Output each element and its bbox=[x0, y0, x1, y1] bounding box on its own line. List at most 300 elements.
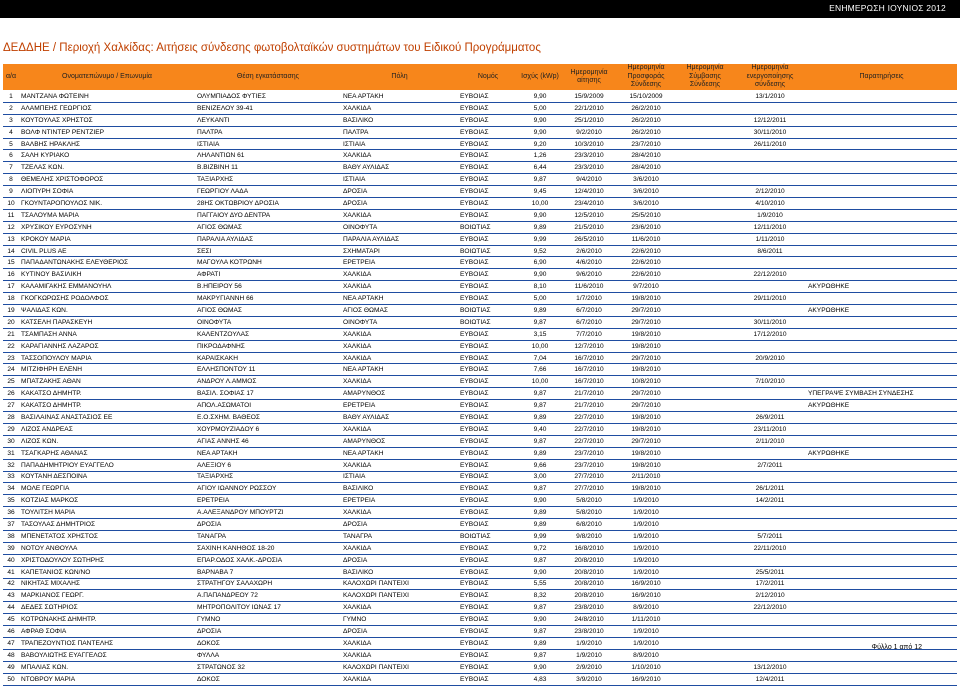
cell-power: 9,90 bbox=[518, 91, 562, 103]
cell-offer-date: 29/7/2010 bbox=[616, 400, 676, 412]
cell-no: 8 bbox=[3, 174, 19, 186]
cell-activation-date: 12/11/2010 bbox=[734, 221, 806, 233]
cell-offer-date: 1/9/2010 bbox=[616, 626, 676, 638]
cell-location: ΦΥΛΛΑ bbox=[195, 649, 341, 661]
cell-activation-date: 1/9/2010 bbox=[734, 209, 806, 221]
cell-location: ΣΕΣΙ bbox=[195, 245, 341, 257]
table-row bbox=[3, 423, 957, 435]
page-title: ΔΕΔΔΗΕ / Περιοχή Χαλκίδας: Αιτήσεις σύνδεσης φωτοβολταϊκών συστημάτων του Ειδικού Προγράμματος bbox=[3, 42, 541, 54]
cell-offer-date: 19/8/2010 bbox=[616, 459, 676, 471]
cell-power: 9,90 bbox=[518, 495, 562, 507]
cell-remarks bbox=[806, 198, 957, 210]
cell-offer-date: 10/8/2010 bbox=[616, 376, 676, 388]
cell-power: 8,32 bbox=[518, 590, 562, 602]
cell-no: 41 bbox=[3, 566, 19, 578]
cell-no: 33 bbox=[3, 471, 19, 483]
cell-city: ΚΑΛΟΧΩΡΙ ΠΑΝΤΕΙΧΙ bbox=[341, 590, 458, 602]
cell-offer-date: 29/7/2010 bbox=[616, 435, 676, 447]
cell-location: Α.ΑΛΕΞΑΝΔΡΟΥ ΜΠΟΥΡΤΖΙ bbox=[195, 507, 341, 519]
table-row bbox=[3, 530, 957, 542]
cell-power: 9,45 bbox=[518, 186, 562, 198]
col-header-location: Θέση εγκατάστασης bbox=[195, 64, 341, 91]
cell-location: ΠΙΚΡΟΔΑΦΝΗΣ bbox=[195, 340, 341, 352]
cell-no: 36 bbox=[3, 507, 19, 519]
cell-location: ΛΗΛΑΝΤΙΩΝ 61 bbox=[195, 150, 341, 162]
cell-application-date: 5/8/2010 bbox=[562, 495, 616, 507]
cell-contract-date bbox=[676, 602, 734, 614]
cell-no: 14 bbox=[3, 245, 19, 257]
cell-name: ΑΛΑΜΠΕΗΣ ΓΕΩΡΓΙΟΣ bbox=[19, 102, 195, 114]
cell-city: ΙΣΤΙΑΙΑ bbox=[341, 174, 458, 186]
cell-no: 37 bbox=[3, 519, 19, 531]
table-row bbox=[3, 507, 957, 519]
cell-power: 9,89 bbox=[518, 519, 562, 531]
cell-contract-date bbox=[676, 91, 734, 103]
cell-prefecture: ΕΥΒΟΙΑΣ bbox=[458, 471, 518, 483]
cell-prefecture: ΕΥΒΟΙΑΣ bbox=[458, 412, 518, 424]
cell-city: ΒΑΣΙΛΙΚΟ bbox=[341, 114, 458, 126]
cell-name: ΨΑΛΙΔΑΣ ΚΩΝ. bbox=[19, 305, 195, 317]
cell-activation-date: 17/12/2010 bbox=[734, 328, 806, 340]
cell-offer-date: 8/9/2010 bbox=[616, 602, 676, 614]
table-header-row bbox=[3, 64, 957, 91]
cell-application-date: 23/8/2010 bbox=[562, 626, 616, 638]
cell-name: ΓΚΟΥΝΤΑΡΟΠΟΥΛΟΣ ΝΙΚ. bbox=[19, 198, 195, 210]
cell-application-date: 5/8/2010 bbox=[562, 507, 616, 519]
cell-application-date: 24/8/2010 bbox=[562, 614, 616, 626]
cell-name: ΚΑΤΣΕΛΗ ΠΑΡΑΣΚΕΥΗ bbox=[19, 316, 195, 328]
cell-location: ΑΓΙΟΥ ΙΩΑΝΝΟΥ ΡΩΣΣΟΥ bbox=[195, 483, 341, 495]
cell-city: ΑΜΑΡΥΝΘΟΣ bbox=[341, 435, 458, 447]
cell-location: ΑΦΡΑΤΙ bbox=[195, 269, 341, 281]
cell-no: 18 bbox=[3, 293, 19, 305]
cell-no: 40 bbox=[3, 554, 19, 566]
cell-contract-date bbox=[676, 198, 734, 210]
cell-offer-date: 1/9/2010 bbox=[616, 542, 676, 554]
cell-city: ΝΕΑ ΑΡΤΑΚΗ bbox=[341, 91, 458, 103]
cell-activation-date bbox=[734, 554, 806, 566]
cell-no: 31 bbox=[3, 447, 19, 459]
cell-power: 5,00 bbox=[518, 293, 562, 305]
cell-prefecture: ΕΥΒΟΙΑΣ bbox=[458, 150, 518, 162]
cell-activation-date: 26/11/2010 bbox=[734, 138, 806, 150]
cell-location: ΠΑΓΓΑΙΟΥ ΔΥΟ ΔΕΝΤΡΑ bbox=[195, 209, 341, 221]
cell-prefecture: ΕΥΒΟΙΑΣ bbox=[458, 281, 518, 293]
cell-contract-date bbox=[676, 233, 734, 245]
cell-remarks bbox=[806, 316, 957, 328]
cell-city: ΑΓΙΟΣ ΘΩΜΑΣ bbox=[341, 305, 458, 317]
cell-contract-date bbox=[676, 495, 734, 507]
cell-application-date: 1/7/2010 bbox=[562, 293, 616, 305]
table-row bbox=[3, 364, 957, 376]
cell-power: 5,00 bbox=[518, 102, 562, 114]
cell-offer-date: 1/9/2010 bbox=[616, 566, 676, 578]
cell-contract-date bbox=[676, 293, 734, 305]
cell-prefecture: ΕΥΒΟΙΑΣ bbox=[458, 459, 518, 471]
cell-city: ΚΑΛΟΧΩΡΙ ΠΑΝΤΕΙΧΙ bbox=[341, 661, 458, 673]
cell-location: ΤΑΞΙΑΡΧΗΣ bbox=[195, 174, 341, 186]
cell-city: ΠΑΡΑΛΙΑ ΑΥΛΙΔΑΣ bbox=[341, 233, 458, 245]
cell-location: ΣΤΡΑΤΗΓΟΥ ΣΑΛΑΧΩΡΗ bbox=[195, 578, 341, 590]
cell-remarks bbox=[806, 435, 957, 447]
cell-prefecture: ΕΥΒΟΙΑΣ bbox=[458, 626, 518, 638]
cell-activation-date: 4/10/2010 bbox=[734, 198, 806, 210]
cell-remarks bbox=[806, 590, 957, 602]
col-header-prefecture: Νομός bbox=[458, 64, 518, 91]
top-banner bbox=[0, 0, 960, 18]
cell-remarks bbox=[806, 376, 957, 388]
cell-prefecture: ΒΟΙΩΤΙΑΣ bbox=[458, 530, 518, 542]
cell-contract-date bbox=[676, 186, 734, 198]
cell-location: Β.ΒΙΖΒΙΝΗ 11 bbox=[195, 162, 341, 174]
cell-power: 9,87 bbox=[518, 554, 562, 566]
table-row bbox=[3, 281, 957, 293]
cell-location: ΓΥΜΝΟ bbox=[195, 614, 341, 626]
cell-prefecture: ΕΥΒΟΙΑΣ bbox=[458, 578, 518, 590]
cell-application-date: 23/7/2010 bbox=[562, 459, 616, 471]
cell-no: 49 bbox=[3, 661, 19, 673]
cell-activation-date: 1/11/2010 bbox=[734, 233, 806, 245]
cell-contract-date bbox=[676, 530, 734, 542]
cell-no: 19 bbox=[3, 305, 19, 317]
cell-remarks bbox=[806, 352, 957, 364]
cell-prefecture: ΕΥΒΟΙΑΣ bbox=[458, 186, 518, 198]
cell-power: 9,72 bbox=[518, 542, 562, 554]
cell-application-date: 21/7/2010 bbox=[562, 388, 616, 400]
cell-name: ΤΡΑΠΕΖΟΥΝΤΙΟΣ ΠΑΝΤΕΛΗΣ bbox=[19, 637, 195, 649]
cell-prefecture: ΕΥΒΟΙΑΣ bbox=[458, 614, 518, 626]
cell-prefecture: ΕΥΒΟΙΑΣ bbox=[458, 602, 518, 614]
cell-power: 9,40 bbox=[518, 423, 562, 435]
table-row bbox=[3, 245, 957, 257]
cell-offer-date: 22/6/2010 bbox=[616, 257, 676, 269]
cell-application-date: 20/8/2010 bbox=[562, 590, 616, 602]
col-header-city: Πόλη bbox=[341, 64, 458, 91]
cell-application-date: 15/9/2009 bbox=[562, 91, 616, 103]
cell-name: ΔΕΔΕΣ ΣΩΤΗΡΙΟΣ bbox=[19, 602, 195, 614]
cell-application-date: 2/9/2010 bbox=[562, 661, 616, 673]
table-row bbox=[3, 388, 957, 400]
cell-no: 4 bbox=[3, 126, 19, 138]
cell-power: 8,10 bbox=[518, 281, 562, 293]
cell-location: ΒΕΝΙΖΕΛΟΥ 39-41 bbox=[195, 102, 341, 114]
cell-power: 3,15 bbox=[518, 328, 562, 340]
cell-activation-date: 2/11/2010 bbox=[734, 435, 806, 447]
table-row bbox=[3, 602, 957, 614]
cell-name: ΛΙΖΟΣ ΚΩΝ. bbox=[19, 435, 195, 447]
cell-name: ΜΠΑΛΙΑΣ ΚΩΝ. bbox=[19, 661, 195, 673]
cell-power: 9,20 bbox=[518, 138, 562, 150]
cell-prefecture: ΕΥΒΟΙΑΣ bbox=[458, 423, 518, 435]
cell-no: 50 bbox=[3, 673, 19, 685]
cell-city: ΓΥΜΝΟ bbox=[341, 614, 458, 626]
cell-city: ΕΡΕΤΡΕΙΑ bbox=[341, 400, 458, 412]
cell-prefecture: ΒΟΙΩΤΙΑΣ bbox=[458, 316, 518, 328]
table-row bbox=[3, 340, 957, 352]
cell-contract-date bbox=[676, 388, 734, 400]
cell-application-date: 1/9/2010 bbox=[562, 637, 616, 649]
cell-activation-date: 12/12/2011 bbox=[734, 114, 806, 126]
cell-city: ΧΑΛΚΙΔΑ bbox=[341, 340, 458, 352]
cell-no: 1 bbox=[3, 91, 19, 103]
cell-no: 15 bbox=[3, 257, 19, 269]
cell-application-date: 22/1/2010 bbox=[562, 102, 616, 114]
cell-name: ΜΙΤΖΙΦΗΡΗ ΕΛΕΝΗ bbox=[19, 364, 195, 376]
cell-location: ΜΑΚΡΥΓΙΑΝΝΗ 66 bbox=[195, 293, 341, 305]
cell-name: ΛΙΖΟΣ ΑΝΔΡΕΑΣ bbox=[19, 423, 195, 435]
cell-application-date: 12/7/2010 bbox=[562, 340, 616, 352]
cell-contract-date bbox=[676, 150, 734, 162]
cell-location: ΑΓΙΑΣ ΑΝΝΗΣ 46 bbox=[195, 435, 341, 447]
cell-no: 7 bbox=[3, 162, 19, 174]
cell-offer-date: 8/9/2010 bbox=[616, 649, 676, 661]
cell-offer-date: 19/8/2010 bbox=[616, 293, 676, 305]
cell-offer-date: 2/11/2010 bbox=[616, 471, 676, 483]
cell-prefecture: ΕΥΒΟΙΑΣ bbox=[458, 673, 518, 685]
cell-activation-date: 29/11/2010 bbox=[734, 293, 806, 305]
cell-offer-date: 29/7/2010 bbox=[616, 305, 676, 317]
table-row bbox=[3, 269, 957, 281]
cell-application-date: 3/9/2010 bbox=[562, 673, 616, 685]
cell-offer-date: 3/6/2010 bbox=[616, 174, 676, 186]
cell-power: 9,87 bbox=[518, 316, 562, 328]
cell-no: 22 bbox=[3, 340, 19, 352]
cell-activation-date bbox=[734, 340, 806, 352]
cell-activation-date: 22/11/2010 bbox=[734, 542, 806, 554]
cell-no: 30 bbox=[3, 435, 19, 447]
table-row bbox=[3, 459, 957, 471]
cell-location: ΔΟΚΟΣ bbox=[195, 673, 341, 685]
cell-city: ΝΕΑ ΑΡΤΑΚΗ bbox=[341, 364, 458, 376]
cell-no: 3 bbox=[3, 114, 19, 126]
cell-location: ΔΟΚΟΣ bbox=[195, 637, 341, 649]
cell-remarks bbox=[806, 530, 957, 542]
cell-no: 12 bbox=[3, 221, 19, 233]
cell-activation-date bbox=[734, 162, 806, 174]
cell-application-date: 21/7/2010 bbox=[562, 400, 616, 412]
cell-location: ΟΙΝΟΦΥΤΑ bbox=[195, 316, 341, 328]
cell-no: 43 bbox=[3, 590, 19, 602]
cell-name: ΤΑΣΟΥΛΑΣ ΔΗΜΗΤΡΙΟΣ bbox=[19, 519, 195, 531]
cell-contract-date bbox=[676, 673, 734, 685]
cell-city: ΔΡΟΣΙΑ bbox=[341, 198, 458, 210]
cell-activation-date: 23/11/2010 bbox=[734, 423, 806, 435]
cell-no: 39 bbox=[3, 542, 19, 554]
cell-power: 1,26 bbox=[518, 150, 562, 162]
table-row bbox=[3, 542, 957, 554]
cell-offer-date: 15/10/2009 bbox=[616, 91, 676, 103]
cell-activation-date: 14/2/2011 bbox=[734, 495, 806, 507]
cell-city: ΤΑΝΑΓΡΑ bbox=[341, 530, 458, 542]
cell-prefecture: ΕΥΒΟΙΑΣ bbox=[458, 447, 518, 459]
cell-remarks bbox=[806, 162, 957, 174]
cell-city: ΑΜΑΡΥΝΘΟΣ bbox=[341, 388, 458, 400]
cell-prefecture: ΕΥΒΟΙΑΣ bbox=[458, 138, 518, 150]
cell-city: ΧΑΛΚΙΔΑ bbox=[341, 459, 458, 471]
cell-application-date: 4/6/2010 bbox=[562, 257, 616, 269]
cell-activation-date bbox=[734, 281, 806, 293]
cell-city: ΙΣΤΙΑΙΑ bbox=[341, 138, 458, 150]
cell-activation-date: 13/12/2010 bbox=[734, 661, 806, 673]
cell-contract-date bbox=[676, 542, 734, 554]
cell-power: 9,52 bbox=[518, 245, 562, 257]
cell-application-date: 21/5/2010 bbox=[562, 221, 616, 233]
col-header-name: Ονοματεπώνυμο / Επωνυμία bbox=[19, 64, 195, 91]
cell-offer-date: 16/9/2010 bbox=[616, 673, 676, 685]
cell-remarks: ΑΚΥΡΩΘΗΚΕ bbox=[806, 400, 957, 412]
cell-application-date: 6/8/2010 bbox=[562, 519, 616, 531]
cell-prefecture: ΕΥΒΟΙΑΣ bbox=[458, 328, 518, 340]
table-row bbox=[3, 661, 957, 673]
cell-remarks bbox=[806, 483, 957, 495]
cell-prefecture: ΕΥΒΟΙΑΣ bbox=[458, 519, 518, 531]
cell-application-date: 10/3/2010 bbox=[562, 138, 616, 150]
table-row bbox=[3, 221, 957, 233]
cell-prefecture: ΕΥΒΟΙΑΣ bbox=[458, 649, 518, 661]
cell-activation-date bbox=[734, 102, 806, 114]
cell-location: ΠΑΡΑΛΙΑ ΑΥΛΙΔΑΣ bbox=[195, 233, 341, 245]
cell-offer-date: 29/7/2010 bbox=[616, 316, 676, 328]
cell-prefecture: ΒΟΙΩΤΙΑΣ bbox=[458, 305, 518, 317]
cell-city: ΧΑΛΚΙΔΑ bbox=[341, 637, 458, 649]
table-row bbox=[3, 91, 957, 103]
cell-name: ΠΑΠΑΔΗΜΗΤΡΙΟΥ ΕΥΑΓΓΕΛΟ bbox=[19, 459, 195, 471]
cell-no: 11 bbox=[3, 209, 19, 221]
cell-location: ΙΣΤΙΑΙΑ bbox=[195, 138, 341, 150]
cell-application-date: 20/8/2010 bbox=[562, 578, 616, 590]
cell-offer-date: 22/6/2010 bbox=[616, 269, 676, 281]
cell-offer-date: 23/7/2010 bbox=[616, 138, 676, 150]
table-row bbox=[3, 162, 957, 174]
cell-location: Α.ΠΑΠΑΝΔΡΕΟΥ 72 bbox=[195, 590, 341, 602]
cell-activation-date: 30/11/2010 bbox=[734, 316, 806, 328]
cell-power: 9,99 bbox=[518, 530, 562, 542]
cell-application-date: 16/7/2010 bbox=[562, 364, 616, 376]
cell-name: ΝΟΤΟΥ ΑΝΘΟΥΛΑ bbox=[19, 542, 195, 554]
cell-name: ΤΣΑΛΟΥΜΑ ΜΑΡΙΑ bbox=[19, 209, 195, 221]
cell-application-date: 23/7/2010 bbox=[562, 447, 616, 459]
col-header-activation-date: Ημερομηνία ενεργοποίησης σύνδεσης bbox=[734, 64, 806, 91]
cell-location: ΤΑΝΑΓΡΑ bbox=[195, 530, 341, 542]
cell-name: ΚΥΤΙΝΟΥ ΒΑΣΙΛΙΚΗ bbox=[19, 269, 195, 281]
cell-offer-date: 29/7/2010 bbox=[616, 352, 676, 364]
cell-activation-date bbox=[734, 637, 806, 649]
cell-name: ΠΑΠΑΔΑΝΤΩΝΑΚΗΣ ΕΛΕΥΘΕΡΙΟΣ bbox=[19, 257, 195, 269]
update-label: ΕΝΗΜΕΡΩΣΗ ΙΟΥΝΙΟΣ 2012 bbox=[829, 3, 946, 13]
cell-application-date: 20/8/2010 bbox=[562, 554, 616, 566]
cell-remarks bbox=[806, 495, 957, 507]
cell-activation-date bbox=[734, 447, 806, 459]
cell-name: ΑΦΡΑΘ ΣΟΦΙΑ bbox=[19, 626, 195, 638]
cell-power: 9,90 bbox=[518, 661, 562, 673]
cell-activation-date bbox=[734, 614, 806, 626]
cell-name: ΝΤΟΒΡΟΥ ΜΑΡΙΑ bbox=[19, 673, 195, 685]
cell-remarks bbox=[806, 661, 957, 673]
cell-no: 25 bbox=[3, 376, 19, 388]
cell-city: ΕΡΕΤΡΕΙΑ bbox=[341, 495, 458, 507]
cell-application-date: 27/7/2010 bbox=[562, 483, 616, 495]
cell-offer-date: 1/10/2010 bbox=[616, 661, 676, 673]
cell-remarks bbox=[806, 602, 957, 614]
cell-power: 9,90 bbox=[518, 614, 562, 626]
table-row bbox=[3, 352, 957, 364]
cell-prefecture: ΕΥΒΟΙΑΣ bbox=[458, 340, 518, 352]
cell-activation-date bbox=[734, 364, 806, 376]
col-header-remarks: Παρατηρήσεις bbox=[806, 64, 957, 91]
cell-application-date: 20/8/2010 bbox=[562, 566, 616, 578]
cell-city: ΒΑΘΥ ΑΥΛΙΔΑΣ bbox=[341, 412, 458, 424]
cell-activation-date: 17/2/2011 bbox=[734, 578, 806, 590]
cell-name: ΤΖΕΛΑΣ ΚΩΝ. bbox=[19, 162, 195, 174]
cell-no: 28 bbox=[3, 412, 19, 424]
cell-remarks bbox=[806, 578, 957, 590]
cell-city: ΔΡΟΣΙΑ bbox=[341, 186, 458, 198]
cell-location: ΟΛΥΜΠΙΑΔΟΣ ΦΥΤΙΕΣ bbox=[195, 91, 341, 103]
cell-application-date: 16/7/2010 bbox=[562, 352, 616, 364]
cell-name: ΧΡΥΣΙΚΟΥ ΕΥΡΟΣΥΝΗ bbox=[19, 221, 195, 233]
cell-activation-date bbox=[734, 174, 806, 186]
cell-city: ΟΙΝΟΦΥΤΑ bbox=[341, 221, 458, 233]
cell-contract-date bbox=[676, 566, 734, 578]
cell-activation-date: 2/12/2010 bbox=[734, 186, 806, 198]
col-header-aa: α/α bbox=[3, 64, 19, 91]
cell-name: ΤΑΣΣΟΠΟΥΛΟΥ ΜΑΡΙΑ bbox=[19, 352, 195, 364]
cell-city: ΕΡΕΤΡΕΙΑ bbox=[341, 257, 458, 269]
cell-prefecture: ΕΥΒΟΙΑΣ bbox=[458, 435, 518, 447]
table-row bbox=[3, 328, 957, 340]
cell-power: 9,90 bbox=[518, 209, 562, 221]
cell-application-date: 22/7/2010 bbox=[562, 423, 616, 435]
cell-offer-date: 19/8/2010 bbox=[616, 328, 676, 340]
table-row bbox=[3, 376, 957, 388]
cell-application-date: 16/8/2010 bbox=[562, 542, 616, 554]
cell-location: ΑΠΟΛ.ΑΣΩΜΑΤΟΙ bbox=[195, 400, 341, 412]
cell-prefecture: ΕΥΒΟΙΑΣ bbox=[458, 209, 518, 221]
cell-remarks bbox=[806, 554, 957, 566]
cell-application-date: 11/6/2010 bbox=[562, 281, 616, 293]
table-row bbox=[3, 471, 957, 483]
table-row bbox=[3, 590, 957, 602]
cell-name: ΜΠΑΤΖΑΚΗΣ ΑΘΑΝ bbox=[19, 376, 195, 388]
cell-location: ΒΑΡΝΑΒΑ 7 bbox=[195, 566, 341, 578]
table-row bbox=[3, 649, 957, 661]
cell-offer-date: 1/9/2010 bbox=[616, 495, 676, 507]
cell-no: 32 bbox=[3, 459, 19, 471]
cell-contract-date bbox=[676, 340, 734, 352]
table-row bbox=[3, 626, 957, 638]
cell-offer-date: 28/4/2010 bbox=[616, 150, 676, 162]
cell-activation-date: 22/12/2010 bbox=[734, 602, 806, 614]
table-row bbox=[3, 554, 957, 566]
cell-offer-date: 25/5/2010 bbox=[616, 209, 676, 221]
cell-remarks bbox=[806, 614, 957, 626]
table-row bbox=[3, 412, 957, 424]
table-row bbox=[3, 400, 957, 412]
cell-contract-date bbox=[676, 661, 734, 673]
cell-location: ΑΝΔΡΟΥ Λ.ΑΜΜΟΣ bbox=[195, 376, 341, 388]
cell-power: 10,00 bbox=[518, 198, 562, 210]
cell-city: ΝΕΑ ΑΡΤΑΚΗ bbox=[341, 293, 458, 305]
cell-activation-date: 7/10/2010 bbox=[734, 376, 806, 388]
cell-contract-date bbox=[676, 364, 734, 376]
cell-prefecture: ΕΥΒΟΙΑΣ bbox=[458, 174, 518, 186]
cell-prefecture: ΕΥΒΟΙΑΣ bbox=[458, 554, 518, 566]
cell-power: 9,87 bbox=[518, 483, 562, 495]
cell-contract-date bbox=[676, 174, 734, 186]
cell-application-date: 22/7/2010 bbox=[562, 412, 616, 424]
cell-name: CIVIL PLUS AE bbox=[19, 245, 195, 257]
cell-no: 44 bbox=[3, 602, 19, 614]
